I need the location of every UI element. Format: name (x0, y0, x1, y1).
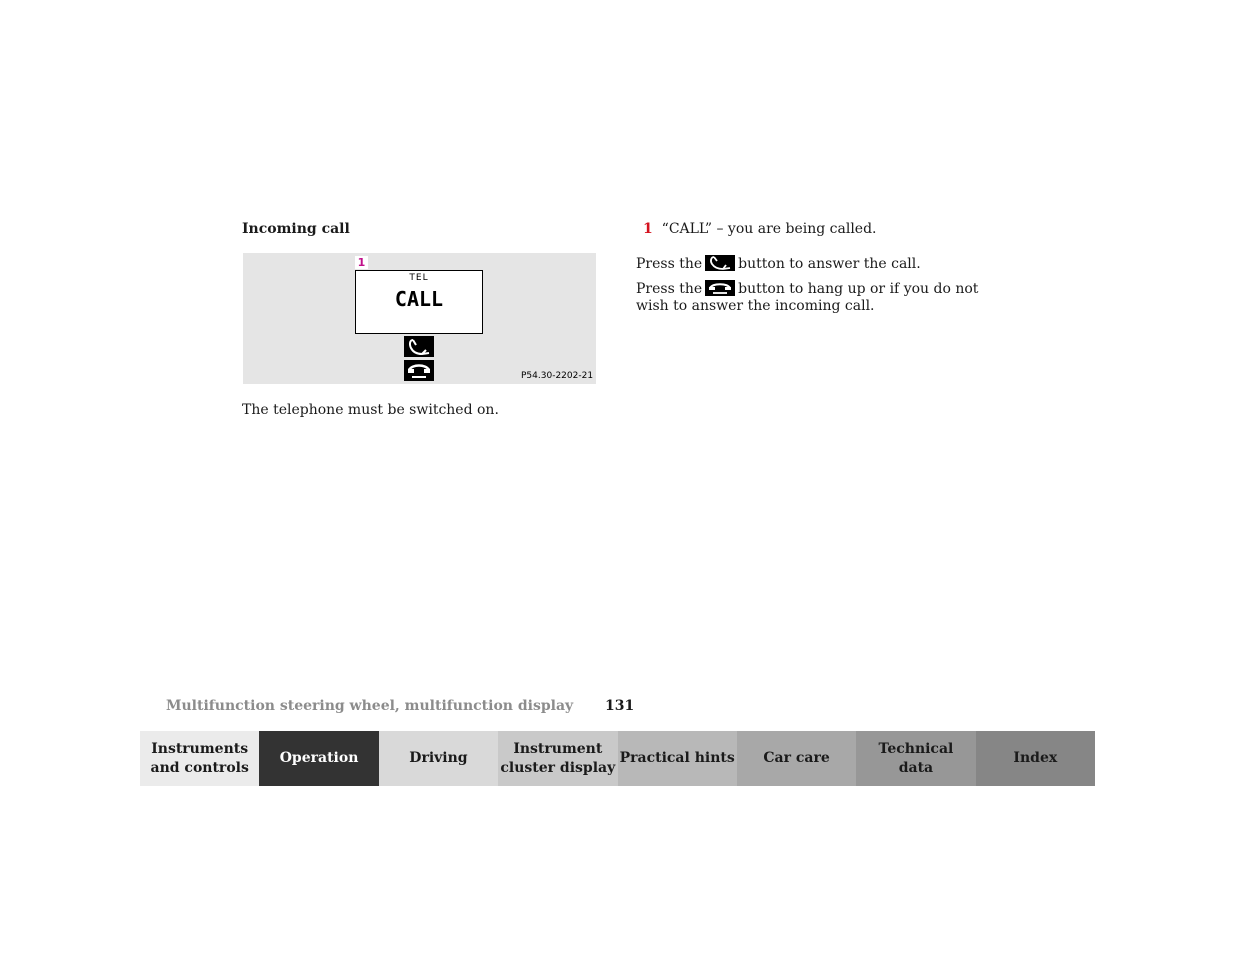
callout-marker: 1 (355, 256, 368, 269)
legend-number: 1 (643, 221, 653, 237)
hangup-instruction (636, 280, 996, 315)
tab-index[interactable]: Index (976, 731, 1095, 786)
display-illustration (243, 253, 596, 384)
answer-post-text: button to answer the call. (738, 256, 921, 272)
chapter-title: Multifunction steering wheel, multifunction display (166, 698, 574, 714)
display-label: TEL (409, 273, 429, 283)
section-heading: Incoming call (242, 221, 350, 237)
tab-practical-hints[interactable]: Practical hints (618, 731, 737, 786)
chapter-navigation (140, 731, 1095, 786)
multifunction-display (355, 270, 483, 334)
phone-hangup-icon (404, 360, 434, 381)
tab-instruments-and-controls[interactable]: Instruments and controls (140, 731, 259, 786)
hangup-pre-text: Press the (636, 281, 703, 297)
tab-operation[interactable]: Operation (259, 731, 378, 786)
legend-item (643, 221, 877, 238)
tab-technical-data[interactable]: Technical data (856, 731, 975, 786)
figure-code: P54.30-2202-21 (521, 371, 594, 381)
phone-answer-icon (404, 336, 434, 357)
phone-answer-icon (705, 255, 735, 271)
answer-instruction (636, 255, 996, 273)
page-number: 131 (605, 698, 635, 714)
phone-hangup-icon (705, 280, 735, 296)
legend-text: “CALL” – you are being called. (661, 221, 877, 237)
tab-car-care[interactable]: Car care (737, 731, 856, 786)
hangup-post-text: button to hang up or if you do not wish to answer the incoming call. (636, 281, 979, 314)
note-text: The telephone must be switched on. (242, 402, 499, 418)
display-text: CALL (394, 287, 444, 311)
tab-driving[interactable]: Driving (379, 731, 498, 786)
tab-instrument-cluster-display[interactable]: Instrument cluster display (498, 731, 617, 786)
answer-pre-text: Press the (636, 256, 703, 272)
